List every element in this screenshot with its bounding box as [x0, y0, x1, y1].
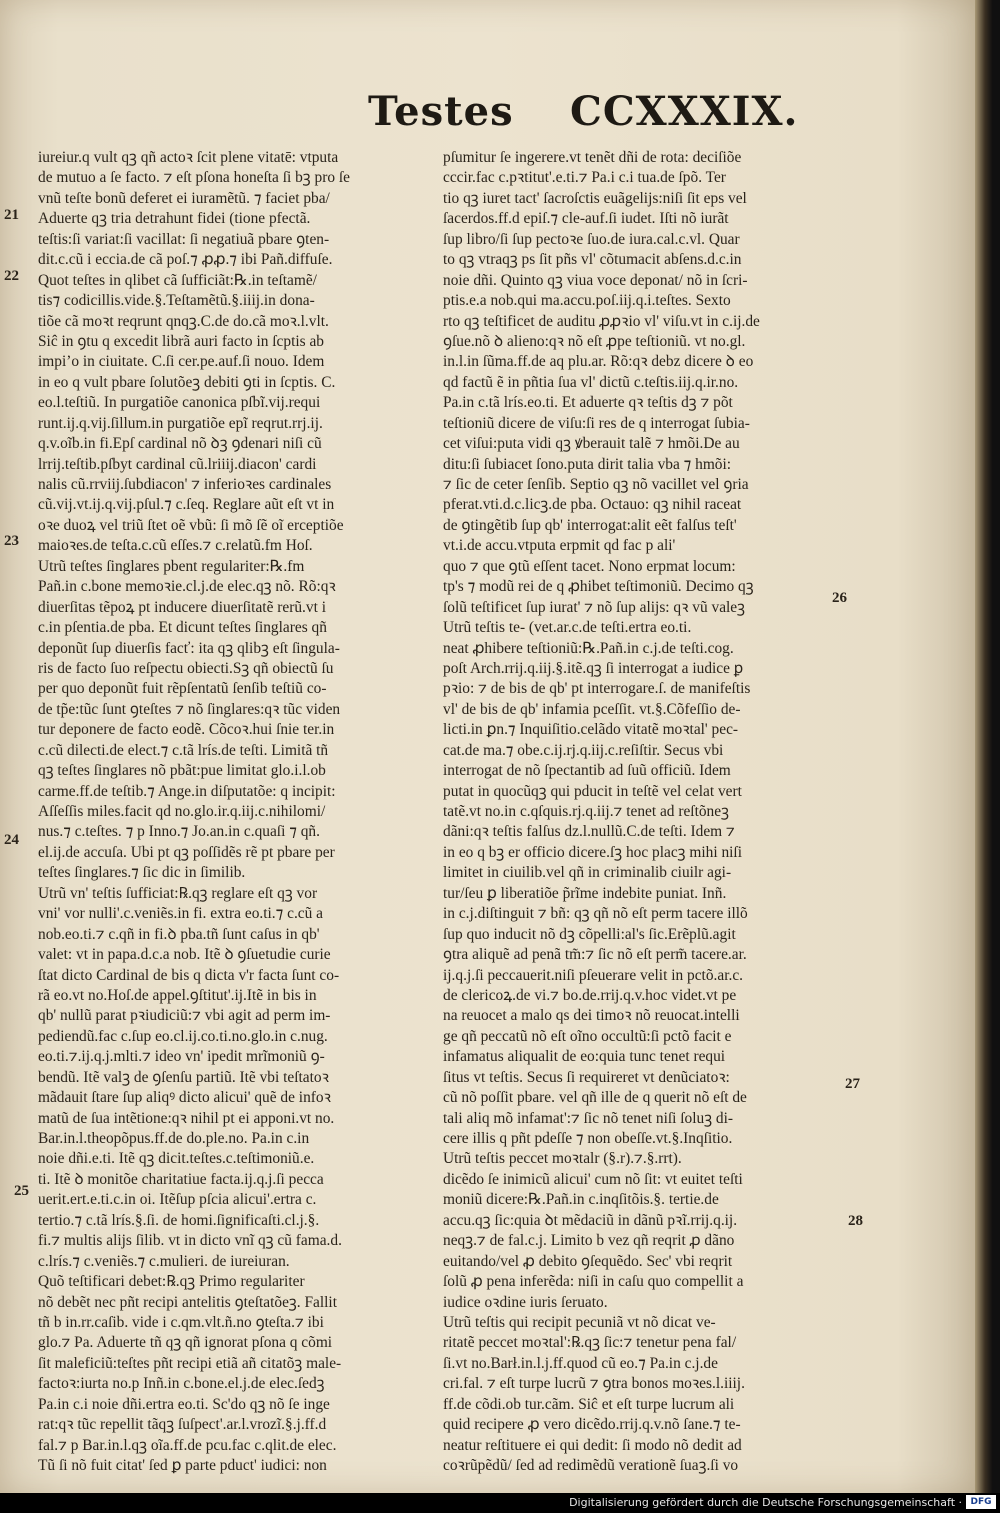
text-line: ditu:ſi ſubiacet ſono.puta dirit talia vba ⁊ hmõi:	[443, 455, 732, 473]
text-line: cri.fal. ⁊ eſt turpe lucrũ ⁊ ꝯtra bonos moꝛes.l.iiij.	[443, 1375, 745, 1393]
text-line: tur/ſeu ꝑ liberatiõe p̃rĩme indebite puniat. Inñ.	[443, 884, 727, 902]
text-line: na reuocet a malo qs dei timoꝛ nõ reuocat.intelli	[443, 1007, 740, 1025]
text-line: de mutuo a ſe facto. ⁊ eſt pſona honeſta ſi bꝫ pro ſe	[38, 169, 350, 187]
text-line: ꝯſue.nõ ꝺ alieno:qꝛ nõ eſt ꝓpe teſtioniũ. vt no.gl.	[443, 332, 746, 350]
text-line: ſacerdos.ff.d epiſ.⁊ cle-auf.ſi iudet. Iſti nõ iurãt	[443, 210, 729, 228]
text-line: nob.eo.ti.⁊ c.qñ in fi.ꝺ pba.tñ ſunt caſus in qb'	[38, 925, 320, 943]
text-line: nalis cũ.rrviij.ſubdiacon' ⁊ inferioꝛes cardinales	[38, 476, 332, 493]
text-line: ſi.vt no.Barł.in.l.j.ff.quod cũ eo.⁊ Pa.in c.j.de	[443, 1354, 718, 1372]
text-line: dicẽdo ſe inimicũ alicui' cum nõ ſit: vt euitet teſti	[443, 1170, 743, 1188]
text-line: licti.in ꝑn.⁊ Inquiſitio.celãdo vitatẽ moꝛtal' pec-	[443, 721, 739, 739]
text-line: coꝛrũpẽdũ/ ſed ad redimẽdũ verationẽ ſuaꝫ.ſi vo	[443, 1457, 739, 1474]
text-line: Utrũ teſtis qui recipit pecuniã vt nõ dicat ve-	[443, 1313, 716, 1331]
text-line: lrrij.teſtib.pſbyt cardinal cũ.lriiij.diacon' cardi	[38, 455, 317, 473]
text-line: pꝛio: ⁊ de bis de qb' pt interrogare.ſ. de manifeſtis	[443, 680, 751, 698]
text-line: qꝫ teſtes ſinglares nõ pbãt:pue limitat glo.i.l.ob	[38, 762, 326, 780]
text-line: infamatus aliqualit de eo:quia tunc tenet requi	[443, 1048, 726, 1066]
margin-number: 24	[4, 832, 19, 848]
text-line: Utrũ teſtes ſinglares pbent regulariter:℞.fm	[38, 557, 305, 575]
margin-number: 25	[14, 1183, 29, 1199]
text-line: ff.de cõdi.ob tur.cãm. Siĉ et eſt turpe lucrum ali	[443, 1395, 735, 1413]
text-line: glo.⁊ Pa. Aduerte tñ qꝫ qñ ignorat pſona q cõmi	[38, 1334, 333, 1352]
text-line: limitet in ciuilib.vel qñ in criminalib ciuilr agi-	[443, 864, 732, 882]
text-line: de tp̃e:tũc ſunt ꝯteſtes ⁊ nõ ſinglares:qꝛ tũc viden	[38, 700, 341, 718]
margin-number: 23	[4, 533, 19, 549]
text-line: rto qꝫ teſtificet de auditu ꝓꝓꝛio vl' viſu.vt in c.ij.de	[443, 312, 760, 330]
text-line: euitando/vel ꝓ debito ꝯſequẽdo. Sec' vbi reqrit	[443, 1252, 733, 1270]
funding-note: Digitalisierung gefördert durch die Deutsche Forschungsgemeinschaft ·	[569, 1496, 962, 1509]
text-line: vnũ teſte bonũ deferet ei iuramẽtũ. ⁊ faciet pba/	[38, 189, 330, 207]
text-line: eo.l.teſtiũ. In purgatiõe canonica pſbĩ.vij.requi	[38, 394, 321, 412]
margin-number: 28	[848, 1213, 863, 1229]
text-line: maioꝛes.de teſta.c.cũ eſſes.⁊ c.relatũ.fm Hoſ.	[38, 537, 313, 555]
text-line: oꝛe duoꝝ vel triũ ſtet oẽ vbũ: ſi mõ ſẽ oĩ erceptiõe	[38, 516, 344, 534]
text-line: cũ.vij.vt.ij.q.vij.pſul.⁊ c.ſeq. Reglare aũt eſt vt in	[38, 496, 335, 514]
text-line: nõ debẽt nec pñt recipi antelitis ꝯteſtatõeꝫ. Fallit	[38, 1293, 337, 1311]
text-line: tertio.⁊ c.tã lrís.§.ſi. de homi.ſignificaſti.cl.j.§.	[38, 1211, 320, 1229]
dfg-logo: DFG	[966, 1495, 996, 1509]
text-line: tñ b in.rr.caſib. vide i c.qm.vlt.ñ.no ꝯteſta.⁊ ibi	[38, 1313, 324, 1331]
text-line: runt.ij.q.vij.ſillum.in purgatiõe epĩ reqrut.rrj.ij.	[38, 414, 323, 432]
text-line: quid recipere ꝓ vero dicẽdo.rrij.q.v.nõ ſane.⁊ te-	[443, 1416, 741, 1434]
text-line: accu.qꝫ ſic:quia ꝺt mẽdaciũ in dãnũ pꝛĩ.rrij.q.ij.	[443, 1211, 738, 1229]
text-line: moniũ dicere:℞.Pañ.in c.inqſitõis.§. tertie.de	[443, 1191, 719, 1209]
text-line: factoꝛ:iurta no.p Inñ.in c.bone.el.j.de elec.ſedꝫ	[38, 1375, 325, 1393]
text-line: cet viſui:puta vidi qꝫ ꝟberauit talẽ ⁊ hmõi.De au	[443, 435, 740, 453]
text-line: per quo deponũt fuit rẽpſentatũ ſenſib teſtiũ co-	[38, 680, 327, 698]
margin-number: 27	[845, 1076, 860, 1092]
text-line: qb' nullũ parat pꝛiudiciũ:⁊ vbi agit ad perm im-	[38, 1007, 331, 1025]
text-line: in eo q bꝫ er officio dicere.ſꝫ hoc placꝫ mihi niſi	[443, 843, 742, 861]
text-line: dãni:qꝛ teſtis falſus dz.l.nullũ.C.de teſti. Idem ⁊	[443, 823, 735, 841]
text-line: de ꝯtingẽtib ſup qb' interrogat:alit eẽt falſus teſt'	[443, 516, 737, 534]
text-line: tali aliq mõ infamat':⁊ ſic nõ tenet niſi ſoluꝫ di-	[443, 1109, 734, 1127]
text-line: ſitus vt teſtis. Secus ſi requireret vt denũciatoꝛ:	[443, 1068, 730, 1086]
text-line: ꝯtra aliquẽ ad penã tm̃:⁊ ſic nõ eſt perm̃ tacere.ar.	[443, 946, 747, 964]
text-line: putat in quocũqꝫ qui pducit in teſtẽ vel celat vert	[443, 782, 742, 800]
text-line: Siĉ in ꝯtu q excedit librã auri facto in ſcptis ab	[38, 332, 324, 350]
text-line: ſup libro/ſi ſup pectoꝛe ſuo.de iura.cal.c.vl. Quar	[443, 230, 740, 248]
text-line: cere illis q pñt pdeſſe ⁊ non obeſſe.vt.§.Inqſitio.	[443, 1130, 733, 1147]
text-line: ptis.e.a nob.qui ma.accu.poſ.iij.q.i.teſtes. Sexto	[443, 292, 731, 310]
text-line: Tũ ſi nõ fuit citat' ſed ꝑ parte pduct' iudici: non	[38, 1457, 327, 1474]
text-line: noie dñi.e.ti. Itẽ qꝫ dicit.teſtes.c.teſtimoniũ.e.	[38, 1150, 315, 1168]
text-line: teſtioniũ dicere de viſu:ſi res de q interrogat ſubia-	[443, 414, 750, 432]
text-line: Utrũ teſtis peccet moꝛtalr (§.r).⁊.§.rrt).	[443, 1150, 682, 1168]
text-line: teſtis:ſi variat:ſi vacillat: ſi negatiuã pbare ꝯten-	[38, 230, 330, 248]
text-line: tatẽ.vt no.in c.qſquis.rj.q.iij.⁊ tenet ad reſtõneꝫ	[443, 803, 729, 820]
text-line: de clericoꝝ.de vi.⁊ bo.de.rrij.q.v.hoc videt.vt pe	[443, 986, 737, 1004]
text-line: vni' vor nulli'.c.veniẽs.in fi. extra eo.ti.⁊ c.cũ a	[38, 905, 324, 923]
text-line: mãdauit ſtare ſup aliqꝰ dicto alicui' quẽ de infoꝛ	[38, 1089, 331, 1107]
text-line: ritatẽ peccet moꝛtal':℞.qꝫ ſic:⁊ tenetur pena fal/	[443, 1334, 737, 1352]
text-line: teſtes ſinglares.⁊ ſic dic in ſimilib.	[38, 864, 246, 882]
text-line: nus.⁊ c.teſtes. ⁊ p Inno.⁊ Jo.an.in c.quaſi ⁊ qñ.	[38, 823, 320, 841]
text-line: Aduerte qꝫ tria detrahunt fidei (tione pfectã.	[38, 210, 311, 228]
text-line: pſumitur ſe ingerere.vt tenẽt dñi de rota: deciſiõe	[443, 149, 742, 166]
text-line: Pañ.in c.bone memoꝛie.cl.j.de elec.qꝫ nõ. Rõ:qꝛ	[38, 578, 336, 596]
text-line: pediendũ.fac c.ſup eo.cl.ij.co.ti.no.glo.in c.nug.	[38, 1027, 328, 1045]
text-line: Utrũ teſtis te- (vet.ar.c.de teſti.ertra eo.ti.	[443, 619, 692, 637]
text-line: tio qꝫ iuret tact' ſacroſctis euãgelijs:niſi ſit eps vel	[443, 189, 747, 207]
text-line: rã eo.vt no.Hoſ.de appel.ꝯſtitut'.ij.Itẽ in bis in	[38, 986, 317, 1004]
text-line: in eo q vult pbare ſolutõeꝫ debiti ꝯti in ſcptis. C.	[38, 373, 336, 391]
text-line: ij.q.j.ſi peccauerit.niſi pſeuerare velit in pctõ.ar.c.	[443, 966, 743, 984]
text-line: uerit.ert.e.ti.c.in oi. Itẽſup pſcia alicui'.ertra c.	[38, 1191, 317, 1209]
text-line: diuerſitas tẽpoꝝ pt inducere diuerſitatẽ rerũ.vt i	[38, 598, 326, 616]
text-line: tur deponere de facto eodẽ. Cõcoꝛ.hui ſnie ter.in	[38, 721, 335, 739]
text-column-left	[38, 148, 430, 1476]
margin-number: 26	[832, 590, 847, 606]
text-line: Utrũ vn' teſtis ſufficiat:℞.qꝫ reglare eſt qꝫ vor	[38, 884, 318, 902]
margin-number: 21	[4, 207, 19, 223]
text-line: bendũ. Itẽ valꝫ de ꝯſenſu partiũ. Itẽ vbi teſtatoꝛ	[38, 1068, 329, 1086]
book-spine-edge	[975, 0, 1000, 1493]
text-line: tiõe cã moꝛt reqrunt qnqꝫ.C.de do.cã moꝛ.l.vlt.	[38, 312, 329, 330]
folio-number: CCXXXIX.	[570, 88, 799, 135]
text-line: cat.de ma.⁊ obe.c.ij.rj.q.iij.c.reſiſtir. Secus vbi	[443, 741, 724, 759]
text-line: Bar.in.l.theopõpus.ff.de do.ple.no. Pa.in c.in	[38, 1130, 310, 1147]
text-line: carme.ff.de teſtib.⁊ Ange.in diſputatõe: q incipit:	[38, 782, 336, 800]
text-line: ris de facto ſuo reſpectu obiecti.Sꝫ qñ obiectũ ſu	[38, 659, 334, 677]
text-line: ſolũ teſtificet ſup iurat' ⁊ nõ ſup alijs: qꝛ vũ valeꝫ	[443, 598, 746, 616]
text-line: ſit maleficiũ:teſtes pñt recipi etiã añ citatõꝫ male-	[38, 1354, 342, 1372]
text-line: to qꝫ vtraqꝫ ps ſit pñs vl' cõtumacit abſens.d.c.in	[443, 251, 742, 269]
text-line: ge qñ peccatũ nõ eſt oĩno occultũ:ſi pctõ facit e	[443, 1027, 732, 1045]
text-line: fal.⁊ p Bar.in.l.qꝫ oĩa.ff.de pcu.fac c.qlit.de elec.	[38, 1436, 337, 1454]
text-line: Pa.in c.tã lrís.eo.ti. Et aduerte qꝛ teſtis dꝫ ⁊ põt	[443, 394, 733, 412]
text-line: ⁊ ſic de ceter ſenſib. Septio qꝫ nõ vacillet vel ꝯria	[443, 476, 749, 493]
text-line: cccir.fac c.pꝛtitut'.e.ti.⁊ Pa.i c.i tua.de ſpõ. Ter	[443, 169, 726, 187]
text-line: matũ de ſua intẽtione:qꝛ nihil pt ei apponi.vt no.	[38, 1109, 335, 1127]
running-head	[0, 88, 975, 138]
text-line: Quõ teſtificari debet:℞.qꝫ Primo regulariter	[38, 1273, 305, 1291]
text-line: noie dñi. Quinto qꝫ viua voce deponat/ nõ in ſcri-	[443, 271, 748, 289]
text-line: vt.i.de accu.vtputa erpmit qd fac p ali'	[443, 537, 676, 555]
text-line: in.l.in ſũma.ff.de aq plu.ar. Rõ:qꝛ debz dicere ꝺ eo	[443, 353, 754, 371]
text-line: c.cũ dilecti.de elect.⁊ c.tã lrís.de teſti. Limitã tñ	[38, 741, 329, 759]
text-line: ſtat dicto Cardinal de bis q dicta v'r facta ſunt co-	[38, 966, 340, 984]
text-line: cũ nõ poſſit pbare. vel qñ ille de q querit nõ eſt de	[443, 1089, 747, 1107]
text-line: el.ij.de accuſa. Ubi pt qꝫ poſſidẽs rẽ pt pbare per	[38, 843, 335, 861]
text-line: interrogat de nõ ſpectantib ad ſuũ officiũ. Idem	[443, 762, 731, 780]
text-line: ſup quo inducit nõ dꝫ cõpelli:al's ſic.Erẽplũ.agit	[443, 925, 736, 943]
text-line: tp's ⁊ modũ rei de q ꝓhibet teſtimoniũ. Decimo qꝫ	[443, 578, 754, 596]
text-line: fi.⁊ multis alijs ſilib. vt in dicto vnĩ qꝫ cũ fama.d.	[38, 1232, 342, 1250]
text-line: ti. Itẽ ꝺ monitõe charitatiue facta.ij.q.j.ſi pecca	[38, 1170, 324, 1188]
text-line: qd factũ ẽ in pñtia ſua vl' dictũ c.teſtis.iij.q.ir.no.	[443, 373, 739, 391]
text-line: pferat.vti.d.c.licꝫ.de pba. Octauo: qꝫ nihil raceat	[443, 496, 742, 514]
text-line: quo ⁊ que ꝯtũ eſſent tacet. Nono erpmat locum:	[443, 557, 736, 575]
margin-number: 22	[4, 268, 19, 284]
text-line: neqꝫ.⁊ de fal.c.j. Limito b vez qñ reqrit ꝓ dãno	[443, 1232, 735, 1250]
text-line: impiʼo in ciuitate. C.ſi cer.pe.auf.ſi nouo. Idem	[38, 353, 325, 371]
text-line: iureiur.q vult qꝫ qñ actoꝛ ſcit plene vitatē: vtputa	[38, 149, 339, 166]
text-line: Pa.in c.i noie dñi.ertra eo.ti. Sc'do qꝫ nõ ſe inge	[38, 1395, 330, 1413]
footer-bar	[0, 1493, 1000, 1513]
text-line: poſt Arch.rrij.q.iij.§.itẽ.qꝫ ſi interrogat a iudice ꝑ	[443, 659, 744, 677]
text-line: ſolũ ꝓ pena inferẽda: niſi in caſu quo compellit a	[443, 1273, 744, 1291]
text-line: in c.j.diſtinguit ⁊ bñ: qꝫ qñ nõ eſt perm tacere illõ	[443, 905, 748, 923]
text-line: tis⁊ codicillis.vide.§.Teſtamẽtũ.§.iiij.in dona-	[38, 292, 315, 310]
text-line: neatur reſtituere ei qui dedit: ſi modo nõ dedit ad	[443, 1436, 742, 1454]
page-title: Testes	[368, 88, 514, 135]
text-line: dit.c.cũ i eccia.de cã poſ.⁊ ꝓꝓ.⁊ ibi Pañ.diffuſe.	[38, 251, 333, 269]
text-line: valet: vt in papa.d.c.a nob. Itẽ ꝺ ꝯſuetudie curie	[38, 946, 331, 964]
text-line: q.v.oĩb.in fi.Epſ cardinal nõ ꝺꝫ ꝯdenari niſi cũ	[38, 435, 322, 453]
text-line: neat ꝓhibere teſtioniũ:℞.Pañ.in c.j.de teſti.cog.	[443, 639, 734, 657]
text-line: Aſſeſſis miles.facit qd no.glo.ir.q.iij.c.nihilomi/	[38, 803, 326, 820]
text-line: rat:qꝛ tũc repellit tãqꝫ ſuſpect'.ar.l.vrozĩ.§.j.ff.d	[38, 1416, 327, 1434]
text-line: iudice oꝛdine iuris ſeruato.	[443, 1293, 608, 1311]
text-line: vl' de bis de qb' infamia pceſſit. vt.§.Cõfeſſio de-	[443, 700, 741, 718]
text-line: c.lrís.⁊ c.veniẽs.⁊ c.mulieri. de iureiuran.	[38, 1252, 290, 1270]
text-line: deponũt ſup diuerſis facť: ita qꝫ qlibꝫ eſt ſingula-	[38, 639, 340, 657]
text-line: eo.ti.⁊.ij.q.j.mlti.⁊ ideo vn' ipedit mrĩmoniũ ꝯ-	[38, 1048, 325, 1066]
text-line: c.in pſentia.de pba. Et dicunt teſtes ſinglares qñ	[38, 619, 327, 637]
text-line: Quot teſtes in qlibet cã ſufficiãt:℞.in teſtamẽ/	[38, 271, 317, 289]
text-column-right	[443, 148, 843, 1476]
